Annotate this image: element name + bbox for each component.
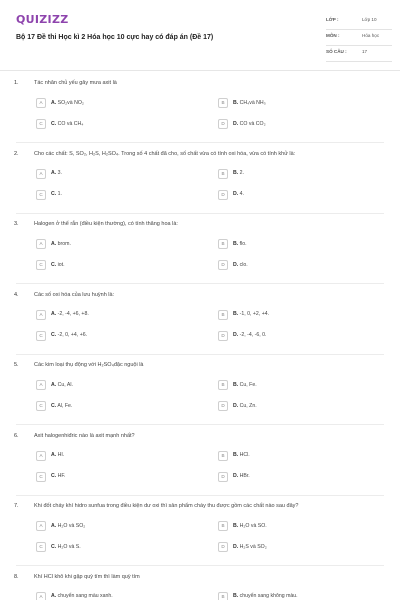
option-key: B. (233, 593, 239, 599)
option-key: C. (51, 332, 57, 338)
option-key: A. (51, 452, 57, 458)
answer-option[interactable] (36, 190, 196, 203)
option-text: -2, -4, +6, +8. (57, 311, 89, 317)
option-text: -1, 0, +2, +4. (239, 311, 270, 317)
option-text-wrap (233, 523, 267, 529)
option-text-wrap (51, 473, 65, 479)
option-key: D. (233, 473, 239, 479)
meta-row-class (326, 14, 392, 30)
option-text: H₂O và SO. (239, 522, 267, 529)
option-text: -2, 0, +4, +6. (57, 332, 88, 338)
answer-option[interactable] (218, 542, 378, 555)
option-letter-box: C (36, 542, 46, 552)
option-key: B. (233, 381, 239, 388)
question-divider (16, 213, 384, 214)
answer-option[interactable] (218, 260, 378, 273)
option-letter-box: B (218, 521, 228, 531)
question-item (0, 292, 400, 352)
option-key: D. (233, 261, 239, 268)
question-number: 1. (14, 80, 19, 86)
meta-value: Hóa học (362, 33, 380, 38)
header-divider (0, 70, 400, 71)
question-text: Axit halogenhiđric nào là axit mạnh nhất? (34, 432, 135, 439)
option-text-wrap (51, 262, 65, 268)
option-letter-box: B (218, 239, 228, 249)
option-text: iot. (57, 261, 65, 268)
answer-option[interactable] (36, 310, 196, 323)
answer-option[interactable] (36, 331, 196, 344)
option-key: A. (51, 311, 57, 317)
option-letter-box: D (218, 119, 228, 129)
option-letter-box: D (218, 472, 228, 482)
option-letter-box: D (218, 331, 228, 341)
option-text: 1. (57, 191, 62, 197)
option-text: chuyển sang không màu. (239, 593, 298, 599)
option-key: D. (233, 402, 239, 409)
option-text-wrap (233, 403, 257, 409)
quizizz-logo: QUIZIZZ (16, 13, 69, 26)
question-number: 4. (14, 291, 19, 298)
answer-option[interactable] (36, 521, 196, 534)
option-letter-box: A (36, 380, 46, 390)
option-text: CO và CO₂ (239, 120, 266, 127)
option-key: D. (233, 332, 239, 338)
option-key: A. (51, 99, 57, 106)
meta-label: SỐ CÂU : (326, 49, 347, 54)
option-key: C. (51, 261, 57, 268)
option-letter-box: D (218, 260, 228, 270)
option-text-wrap (233, 262, 248, 268)
option-letter-box: A (36, 98, 46, 108)
option-text: HBr. (239, 473, 250, 479)
option-letter-box: C (36, 472, 46, 482)
question-item (0, 433, 400, 493)
option-letter-box: A (36, 310, 46, 320)
option-letter-box: B (218, 169, 228, 179)
answer-option[interactable] (218, 380, 378, 393)
option-text-wrap (233, 100, 266, 106)
option-text-wrap (51, 121, 83, 127)
option-text-wrap (233, 382, 257, 388)
question-text: Halogen ở thể rắn (điều kiện thường), có tính thăng hoa là: (34, 221, 178, 227)
question-number: 3. (14, 221, 19, 227)
question-number: 6. (14, 432, 19, 439)
option-letter-box: C (36, 190, 46, 200)
option-letter-box: A (36, 239, 46, 249)
option-text: HCl. (239, 452, 250, 458)
option-text-wrap (51, 332, 87, 338)
option-text-wrap (51, 382, 73, 388)
option-key: B. (233, 240, 239, 247)
option-letter-box: A (36, 451, 46, 461)
meta-label: LỚP : (326, 17, 339, 22)
question-item (0, 80, 400, 140)
option-text-wrap (51, 544, 81, 550)
answer-option[interactable] (36, 98, 196, 111)
option-letter-box: C (36, 119, 46, 129)
answer-option[interactable] (218, 451, 378, 464)
option-letter-box: C (36, 401, 46, 411)
option-text: 3. (57, 170, 62, 176)
answer-option[interactable] (36, 401, 196, 414)
option-text-wrap (233, 241, 247, 247)
option-key: A. (51, 381, 57, 388)
option-text: HI. (57, 452, 65, 458)
option-text: HF. (57, 473, 66, 479)
option-key: D. (233, 543, 239, 550)
question-text: Khí HCl khô khi gặp quỳ tím thì làm quỳ tím (34, 573, 140, 580)
answer-option[interactable] (218, 521, 378, 534)
option-text-wrap (233, 452, 250, 458)
question-text: Cho các chất: S, SO₂, H₂S, H₂SO₄. Trong số 4 chất đã cho, số chất vừa có tính oxi hóa, vừa có tính khử là: (34, 150, 296, 157)
question-divider (16, 495, 384, 496)
option-text: clo. (239, 261, 248, 268)
question-item (0, 151, 400, 211)
question-divider (16, 354, 384, 355)
answer-option[interactable] (218, 401, 378, 414)
option-text-wrap (233, 473, 250, 479)
option-key: D. (233, 120, 239, 127)
question-item (0, 574, 400, 600)
option-letter-box: A (36, 592, 46, 600)
option-key: C. (51, 402, 57, 409)
option-text-wrap (51, 593, 113, 599)
option-text-wrap (51, 523, 85, 529)
question-divider (16, 424, 384, 425)
option-text: SO₂và NO₂ (57, 99, 84, 106)
question-item (0, 221, 400, 281)
option-letter-box: B (218, 310, 228, 320)
option-text: flo. (239, 240, 247, 247)
option-text-wrap (233, 593, 298, 599)
option-text-wrap (51, 191, 62, 197)
option-letter-box: C (36, 331, 46, 341)
option-text-wrap (233, 170, 244, 176)
option-key: A. (51, 240, 57, 247)
question-number: 5. (14, 362, 19, 368)
option-text: 2. (239, 170, 244, 176)
question-divider (16, 142, 384, 143)
page-title: Bộ 17 Đề thi Học kì 2 Hóa học 10 cực hay có đáp án (Đề 17) (16, 34, 214, 41)
option-text: Cu, Fe. (239, 381, 257, 388)
question-item (0, 503, 400, 563)
answer-option[interactable] (218, 98, 378, 111)
option-text-wrap (233, 544, 267, 550)
option-key: A. (51, 593, 57, 599)
option-text: -2, -4, -6, 0. (239, 332, 267, 338)
option-text: CH₄và NH₃ (239, 99, 266, 106)
option-key: C. (51, 473, 57, 479)
answer-option[interactable] (36, 451, 196, 464)
option-letter-box: D (218, 190, 228, 200)
option-key: C. (51, 191, 57, 197)
option-text: H₂O và S. (57, 543, 81, 550)
meta-row-subject (326, 30, 392, 46)
option-text-wrap (233, 121, 266, 127)
answer-option[interactable] (218, 119, 378, 132)
option-text: Cu, Zn. (239, 402, 257, 409)
answer-option[interactable] (36, 119, 196, 132)
meta-info (326, 14, 392, 62)
option-key: A. (51, 522, 57, 529)
question-number: 8. (14, 573, 19, 580)
option-text-wrap (233, 311, 269, 317)
option-text-wrap (51, 170, 62, 176)
answer-option[interactable] (36, 239, 196, 252)
option-letter-box: B (218, 592, 228, 600)
option-text: Al, Fe. (57, 402, 73, 409)
option-letter-box: B (218, 98, 228, 108)
option-text-wrap (51, 403, 72, 409)
meta-value: Lớp 10 (362, 17, 377, 22)
option-key: B. (233, 452, 239, 458)
meta-label: MÔN : (326, 33, 340, 38)
answer-option[interactable] (36, 472, 196, 485)
answer-option[interactable] (218, 190, 378, 203)
question-divider (16, 283, 384, 284)
question-text: Các kim loại thụ động với H₂SO₄đặc nguội là (34, 362, 144, 368)
option-text-wrap (51, 452, 64, 458)
answer-option[interactable] (36, 380, 196, 393)
option-text: 4. (239, 191, 244, 197)
question-item (0, 362, 400, 422)
option-text-wrap (51, 311, 89, 317)
worksheet-header (0, 0, 400, 66)
answer-option[interactable] (36, 260, 196, 273)
option-text-wrap (51, 100, 84, 106)
answer-option[interactable] (36, 592, 196, 600)
option-letter-box: C (36, 260, 46, 270)
option-key: D. (233, 191, 239, 197)
question-divider (16, 565, 384, 566)
option-key: B. (233, 311, 239, 317)
question-text: Khi đốt cháy khí hidro sunfua trong điều kiện dư oxi thì sản phẩm cháy thu được gồm các chất nào sau đây? (34, 503, 299, 509)
option-key: C. (51, 120, 57, 127)
option-text: Cu, Al. (57, 381, 73, 388)
question-number: 7. (14, 503, 19, 509)
answer-option[interactable] (218, 331, 378, 344)
answer-option[interactable] (218, 310, 378, 323)
question-number: 2. (14, 150, 19, 157)
option-key: A. (51, 170, 57, 176)
option-letter-box: D (218, 542, 228, 552)
answer-option[interactable] (218, 169, 378, 182)
option-text-wrap (233, 332, 266, 338)
option-key: C. (51, 543, 57, 550)
option-text-wrap (51, 241, 71, 247)
option-text: chuyển sang màu xanh. (57, 593, 113, 599)
question-text: Các số oxi hóa của lưu huỳnh là: (34, 291, 115, 298)
answer-option[interactable] (218, 239, 378, 252)
answer-option[interactable] (218, 592, 378, 600)
question-text: Tác nhân chủ yếu gây mưa axit là (34, 80, 117, 86)
option-letter-box: A (36, 521, 46, 531)
option-letter-box: B (218, 451, 228, 461)
meta-row-count (326, 46, 392, 62)
option-key: B. (233, 99, 239, 106)
option-letter-box: D (218, 401, 228, 411)
option-key: B. (233, 522, 239, 529)
option-text-wrap (233, 191, 244, 197)
answer-option[interactable] (36, 542, 196, 555)
answer-option[interactable] (36, 169, 196, 182)
option-letter-box: B (218, 380, 228, 390)
option-text: CO và CH₄ (57, 120, 84, 127)
answer-option[interactable] (218, 472, 378, 485)
option-key: B. (233, 170, 239, 176)
meta-value: 17 (362, 49, 368, 54)
option-text: brom. (57, 240, 71, 247)
option-text: H₂S và SO₂ (239, 543, 267, 550)
option-letter-box: A (36, 169, 46, 179)
option-text: H₂O và SO₂ (57, 522, 86, 529)
